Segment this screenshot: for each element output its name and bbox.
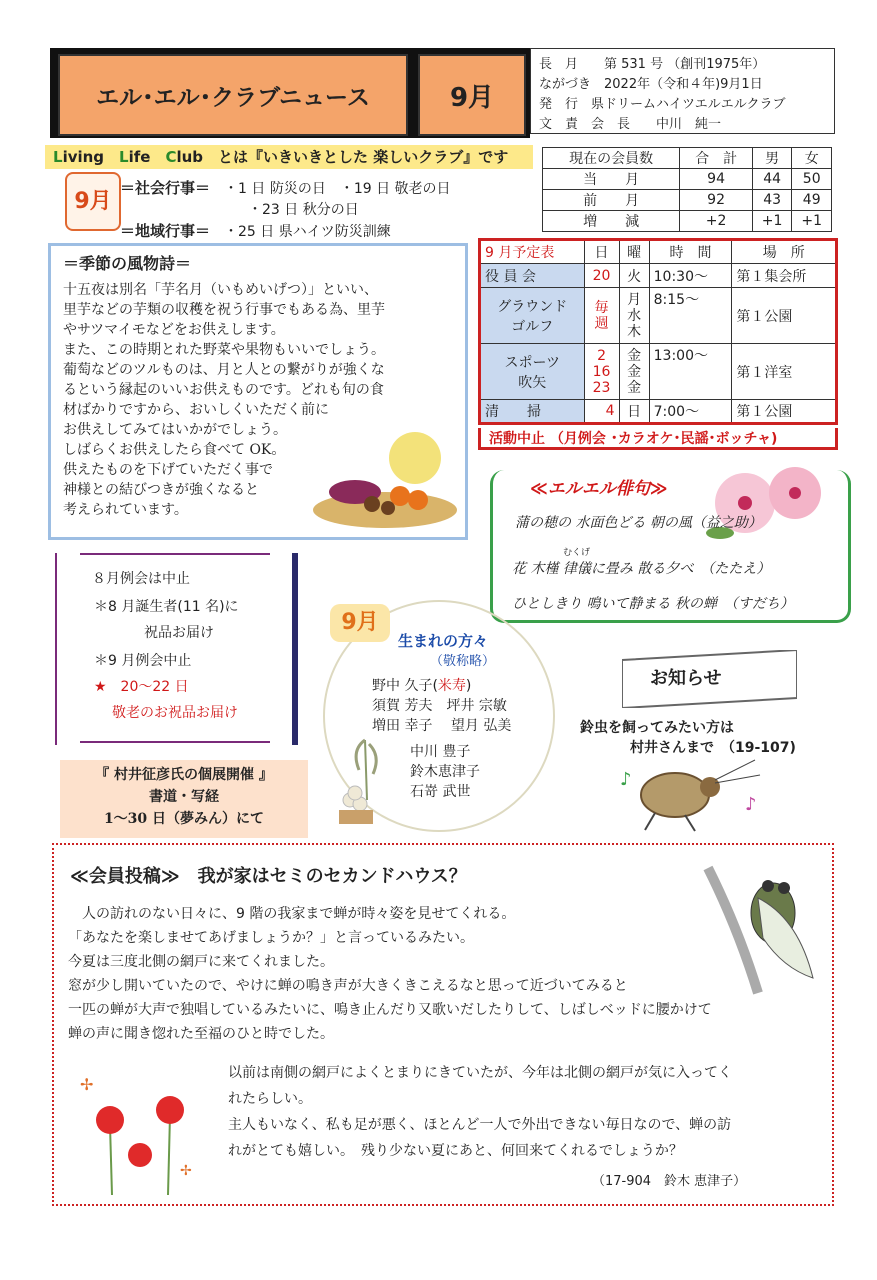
svg-text:♪: ♪ xyxy=(620,769,632,790)
issue-info-line: ながづき 2022年（令和４年)9月1日 xyxy=(539,77,763,92)
tsukimi-dango-illustration xyxy=(325,730,405,830)
table-cell: +1 xyxy=(792,211,832,232)
table-header: 現在の会員数 xyxy=(543,148,680,169)
club-tagline xyxy=(45,145,533,169)
activity-label: 役 員 会 xyxy=(480,264,585,288)
social-event: ・1 日 防災の日 ・19 日 敬老の日 xyxy=(224,181,451,197)
table-row xyxy=(480,264,837,288)
article-signature: （17-904 鈴木 恵津子） xyxy=(592,1174,747,1189)
article-line: 以前は南側の網戸によくとまりにきていたが、今年は北側の網戸が気に入ってく xyxy=(228,1065,732,1081)
table-header: 場 所 xyxy=(732,240,837,264)
table-cell: 43 xyxy=(752,190,792,211)
bell-cricket-illustration xyxy=(615,755,765,835)
hibiscus-flower-illustration xyxy=(700,458,840,548)
birthday-names: 中川 豊子 xyxy=(410,744,471,760)
article-body xyxy=(228,1060,828,1164)
table-header: 9 月予定表 xyxy=(480,240,585,264)
activity-day: 4 xyxy=(584,400,619,424)
issue-month: 9月 xyxy=(418,54,526,136)
column-title: ＝季節の風物詩＝ xyxy=(63,254,192,273)
activity-time: 13:00～ xyxy=(649,344,732,400)
events-list xyxy=(120,178,451,243)
tagline-word: ife xyxy=(128,148,166,166)
article-line: 主人もいなく、私も足が悪く、ほとんど一人で外出できない毎日なので、蝉の訪 xyxy=(228,1117,732,1133)
haiku-title: ≪エルエル俳句≫ xyxy=(530,479,668,499)
activity-dow: 火 xyxy=(619,264,649,288)
birthday-name: 野中 久子( xyxy=(372,678,438,694)
article-line: 「あなたを楽しませてあげましょうか？」と言っているみたい。 xyxy=(68,930,474,946)
article-body xyxy=(68,902,688,974)
table-row xyxy=(543,211,832,232)
tagline-word: iving xyxy=(62,148,120,166)
exhibition-title: 『 村井征彦氏の個展開催 』 xyxy=(95,767,273,783)
note-line: ＊8 月誕生者(11 名)に xyxy=(94,599,239,615)
birthday-names: 鈴木恵津子 xyxy=(410,764,480,780)
activity-place: 第１公園 xyxy=(732,400,837,424)
table-cell: 前 月 xyxy=(543,190,680,211)
birthday-name-end: ) xyxy=(465,678,472,694)
table-cell: +2 xyxy=(680,211,753,232)
note-line: 敬老のお祝品お届け xyxy=(112,705,238,721)
column-line: 葡萄などのツルものは、月と人との繋がりが強くな xyxy=(63,362,385,378)
activity-dow: 日 xyxy=(619,400,649,424)
activity-place: 第１集会所 xyxy=(732,264,837,288)
activity-label: 清 掃 xyxy=(480,400,585,424)
birthday-month-badge: 9月 xyxy=(330,604,390,642)
issue-info xyxy=(530,48,835,134)
activity-label: グラウンド ゴルフ xyxy=(480,288,585,344)
table-row xyxy=(480,240,837,264)
svg-text:✢: ✢ xyxy=(180,1163,192,1179)
column-line: 供えたものを下げていただく事で xyxy=(63,462,273,478)
table-row xyxy=(480,400,837,424)
haiku-line: 花 木槿 律儀に畳み 散る夕べ （たたえ） xyxy=(512,561,771,577)
activity-time: 8:15～ xyxy=(649,288,732,344)
beiju-tag: 米寿 xyxy=(437,678,466,694)
article-line: 蝉の声に聞き惚れた至福のひと時でした。 xyxy=(68,1026,334,1042)
table-cell: 49 xyxy=(792,190,832,211)
table-row xyxy=(480,288,837,344)
notice-line: 村井さんまで （19-107) xyxy=(630,740,796,756)
social-events-label: ＝社会行事＝ xyxy=(120,179,211,197)
activity-day: 2 16 23 xyxy=(584,344,619,400)
local-events-label: ＝地域行事＝ xyxy=(120,222,211,240)
note-line: ＊9 月例会中止 xyxy=(94,653,192,669)
haiku-line: ひとしきり 鳴いて静まる 秋の蝉 （すだち） xyxy=(512,596,794,612)
activity-day: 20 xyxy=(584,264,619,288)
tagline-letter: L xyxy=(119,148,129,166)
tagline-rest: とは『いきいきとした 楽しいクラブ』です xyxy=(218,148,509,166)
table-row xyxy=(543,169,832,190)
table-cell: 44 xyxy=(752,169,792,190)
activity-dow: 月 水 木 xyxy=(619,288,649,344)
tagline-word: lub xyxy=(176,148,204,166)
column-line: 材ばかりですから、おいしくいただく前に xyxy=(63,402,329,418)
table-cell: 当 月 xyxy=(543,169,680,190)
column-line: 考えられています。 xyxy=(63,502,188,518)
birthday-title: 生まれの方々 xyxy=(398,632,489,650)
table-header: 時 間 xyxy=(649,240,732,264)
birthday-subtitle: （敬称略） xyxy=(430,654,496,669)
activity-dow: 金 金 金 xyxy=(619,344,649,400)
column-line: お供えしてみてはいかがでしょう。 xyxy=(63,422,287,438)
activity-place: 第１公園 xyxy=(732,288,837,344)
tagline-letter: L xyxy=(53,148,63,166)
activity-time: 7:00～ xyxy=(649,400,732,424)
article-line: 今夏は三度北側の網戸に来てくれました。 xyxy=(68,954,334,970)
exhibition-subtitle: 書道・写経 xyxy=(149,789,219,805)
activity-time: 10:30～ xyxy=(649,264,732,288)
table-header: 合 計 xyxy=(680,148,753,169)
haiku-ruby: むくげ xyxy=(563,548,591,558)
cancelled-activities: 活動中止 （月例会 ･カラオケ･民謡･ボッチャ) xyxy=(478,428,838,450)
table-header: 日 xyxy=(584,240,619,264)
notice-title: お知らせ xyxy=(650,668,722,689)
table-header: 女 xyxy=(792,148,832,169)
exhibition-notice xyxy=(60,760,308,838)
svg-text:♪: ♪ xyxy=(745,794,757,815)
column-line: また、この時期とれた野菜や果物もいいでしょう。 xyxy=(63,342,385,358)
birthday-names xyxy=(372,676,471,696)
moon-offering-illustration xyxy=(310,430,460,530)
table-header: 男 xyxy=(752,148,792,169)
column-line: 里芋などの芋類の収穫を祝う行事でもある為、里芋 xyxy=(63,302,385,318)
table-row xyxy=(480,344,837,400)
table-header: 曜 xyxy=(619,240,649,264)
tagline-letter: C xyxy=(165,148,177,166)
table-row xyxy=(543,190,832,211)
issue-info-line: 文 責 会 長 中川 純一 xyxy=(539,117,722,132)
membership-table xyxy=(542,147,832,232)
article-line: れがとても嬉しい。 残り少ない夏にあと、何回来てくれるでしょうか？ xyxy=(228,1143,683,1159)
social-event: ・23 日 秋分の日 xyxy=(248,202,359,218)
activity-label: スポーツ 吹矢 xyxy=(480,344,585,400)
table-row xyxy=(543,148,832,169)
column-line: るという縁起のいいお供えものです。どれも旬の食 xyxy=(63,382,384,398)
cicada-illustration xyxy=(688,858,828,998)
column-line: 神様との結びつきが強くなると xyxy=(63,482,259,498)
issue-info-line: 発 行 県ドリームハイツエルエルクラブ xyxy=(539,97,786,112)
article-line: 人の訪れのない日々に、9 階の我家まで蝉が時々姿を見せてくれる。 xyxy=(82,906,516,922)
column-line: 十五夜は別名「芋名月（いもめいげつ）」といい、 xyxy=(63,282,378,298)
birthday-names: 須賀 芳夫 坪井 宗敏 xyxy=(372,698,507,714)
note-line: 祝品お届け xyxy=(144,625,214,641)
red-spider-lily-illustration xyxy=(70,1065,210,1195)
table-cell: 94 xyxy=(680,169,753,190)
divider xyxy=(80,553,270,557)
table-cell: 増 減 xyxy=(543,211,680,232)
table-cell: 50 xyxy=(792,169,832,190)
activity-place: 第１洋室 xyxy=(732,344,837,400)
note-line: ★ 20～22 日 xyxy=(94,679,189,695)
svg-text:✢: ✢ xyxy=(80,1075,94,1094)
birthday-names: 石嵜 武世 xyxy=(410,784,471,800)
article-line: 一匹の蝉が大声で独唱しているみたいに、鳴き止んだり又歌いだしたりして、しばしベッドに腰かけて xyxy=(68,1002,712,1018)
notice-body xyxy=(580,718,796,758)
birthday-names: 増田 幸子 望月 弘美 xyxy=(372,718,512,734)
notice-line: 鈴虫を飼ってみたい方は xyxy=(580,720,734,736)
newsletter-title: エル･エル･クラブニュース xyxy=(58,54,408,136)
table-cell: +1 xyxy=(752,211,792,232)
article-line: 窓が少し開いていたので、やけに蝉の鳴き声が大きくきこえるなと思って近づいてみると xyxy=(68,978,628,994)
column-line: やサツマイモなどをお供えします。 xyxy=(63,322,285,338)
issue-info-line: 長 月 第 531 号 （創刊1975年） xyxy=(539,57,766,72)
article-line: れたらしい。 xyxy=(228,1091,312,1107)
column-line: しばらくお供えしたら食べて OK。 xyxy=(63,442,286,458)
schedule-table xyxy=(478,238,838,425)
divider xyxy=(80,741,270,745)
haiku-line: 蒲の穂の 水面色どる 朝の風（益之助） xyxy=(515,515,762,531)
month-tag-icon: 9月 xyxy=(65,172,121,231)
table-cell: 92 xyxy=(680,190,753,211)
local-event: ・25 日 県ハイツ防災訓練 xyxy=(224,224,391,240)
article-title: ≪会員投稿≫ 我が家はセミのセカンドハウス？ xyxy=(70,866,467,887)
activity-day: 毎 週 xyxy=(584,288,619,344)
exhibition-dates: 1～30 日（夢みん）にて xyxy=(103,811,265,827)
note-line: ８月例会は中止 xyxy=(92,571,190,587)
